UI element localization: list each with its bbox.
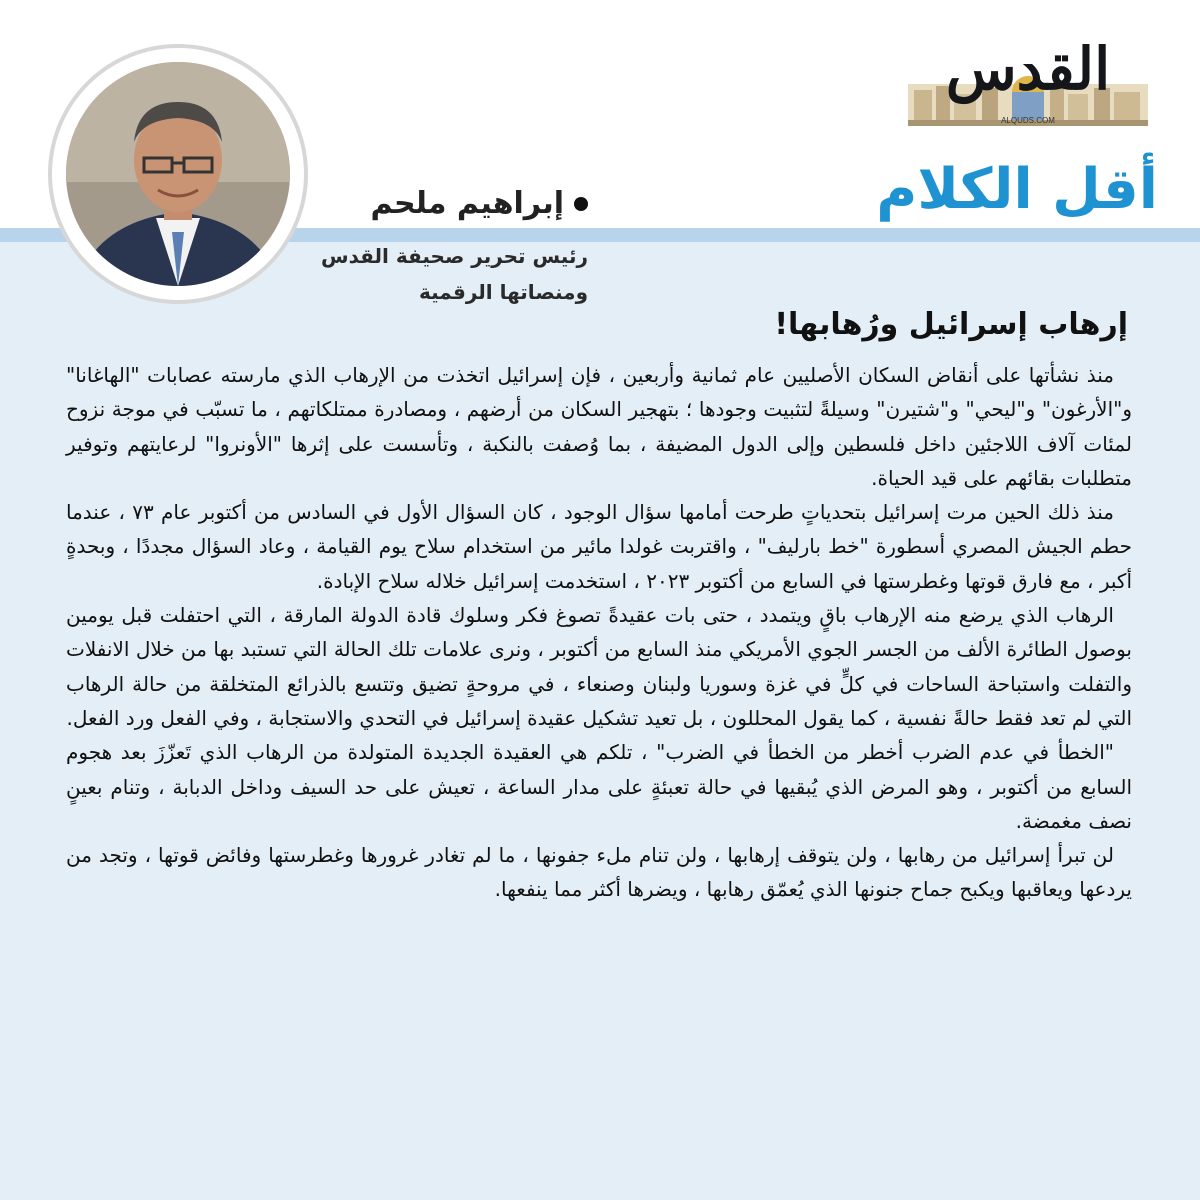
author-role-line2: ومنصاتها الرقمية xyxy=(419,280,588,304)
masthead-url: ALQUDS.COM xyxy=(1001,116,1055,125)
column-title: أقل الكلام xyxy=(876,157,1158,222)
author-name-row xyxy=(371,184,588,224)
article-paragraph: لن تبرأ إسرائيل من رهابها ، ولن يتوقف إرهابها ، ولن تنام ملء جفونها ، ما لم تغادر غرورها وغطرستها وفائض قوتها ، وتجد من يردعها ويعاقبها ويكبح جماح جنونها الذي يُعمّق رهابها ، ويضرها أكثر مما ينفعها. xyxy=(66,843,1132,902)
article-paragraph: الرهاب الذي يرضع منه الإرهاب باقٍ ويتمدد ، حتى بات عقيدةً تصوغ فكر وسلوك قادة الدولة المارقة ، التي احتفلت قبل يومين بوصول الطائرة الألف من الجسر الجوي الأمريكي منذ السابع من أكتوبر ، ونرى علامات تلك الحالة التي تستبد بها من خلال الانفلات والتفلت واستباحة الساحات في كلٍّ في غزة وسوريا ولبنان وصنعاء ، في مروحةٍ تضيق وتتسع بالذرائع المتخلقة من حالة الرهاب التي لم تعد فقط حالةً نفسية ، كما يقول المحللون ، بل تعيد تشكيل عقيدة إسرائيل في التحدي والاستجابة ، وفي الفعل ورد الفعل. xyxy=(66,603,1132,730)
bullet-icon xyxy=(574,197,588,211)
article-title: إرهاب إسرائيل ورُهابها! xyxy=(774,307,1128,342)
author-byline xyxy=(268,184,588,310)
article-paragraph: منذ نشأتها على أنقاض السكان الأصليين عام ثمانية وأربعين ، فإن إسرائيل اتخذت من الإرهاب الذي مارسته عصابات "الهاغانا" و"الأرغون" و"ليحي" و"شتيرن" وسيلةً لتثبيت وجودها ؛ بتهجير السكان من أرضهم ، ومصادرة ممتلكاتهم ، ما تسبّب في موجة نزوح لمئات آلاف اللاجئين داخل فلسطين وإلى الدول المضيفة ، بما وُصفت بالنكبة ، وتأسست على إثرها "الأونروا" لرعايتهم وتوفير متطلبات بقائهم على قيد الحياة. xyxy=(66,363,1132,490)
masthead-title: القدس xyxy=(945,35,1111,103)
avatar xyxy=(66,62,290,286)
author-role-line1: رئيس تحرير صحيفة القدس xyxy=(320,244,588,268)
author-name: إبراهيم ملحم xyxy=(370,186,564,221)
article-paragraph: منذ ذلك الحين مرت إسرائيل بتحدياتٍ طرحت أمامها سؤال الوجود ، كان السؤال الأول في السادس من أكتوبر عام ٧٣ ، عندما حطم الجيش المصري أسطورة "خط بارليف" ، واقتربت غولدا مائير من استخدام سلاح يوم القيامة ، وعاد السؤال مجددًا ، وبحدةٍ أكبر ، مع فارق قوتها وغطرستها في السابع من أكتوبر ٢٠٢٣ ، استخدمت إسرائيل خلاله سلاح الإبادة. xyxy=(66,500,1132,593)
author-role xyxy=(268,238,588,310)
masthead-logo xyxy=(900,28,1156,140)
article-paragraph: "الخطأ في عدم الضرب أخطر من الخطأ في الضرب" ، تلكم هي العقيدة الجديدة المتولدة من الرهاب الذي تَعزّزَ بعد هجوم السابع من أكتوبر ، وهو المرض الذي يُبقيها في حالة تعبئةٍ على مدار الساعة ، تعيش على حد السيف وداخل الدبابة ، وتنام بعينٍ نصف مغمضة. xyxy=(66,740,1132,833)
article-body xyxy=(66,358,1132,907)
